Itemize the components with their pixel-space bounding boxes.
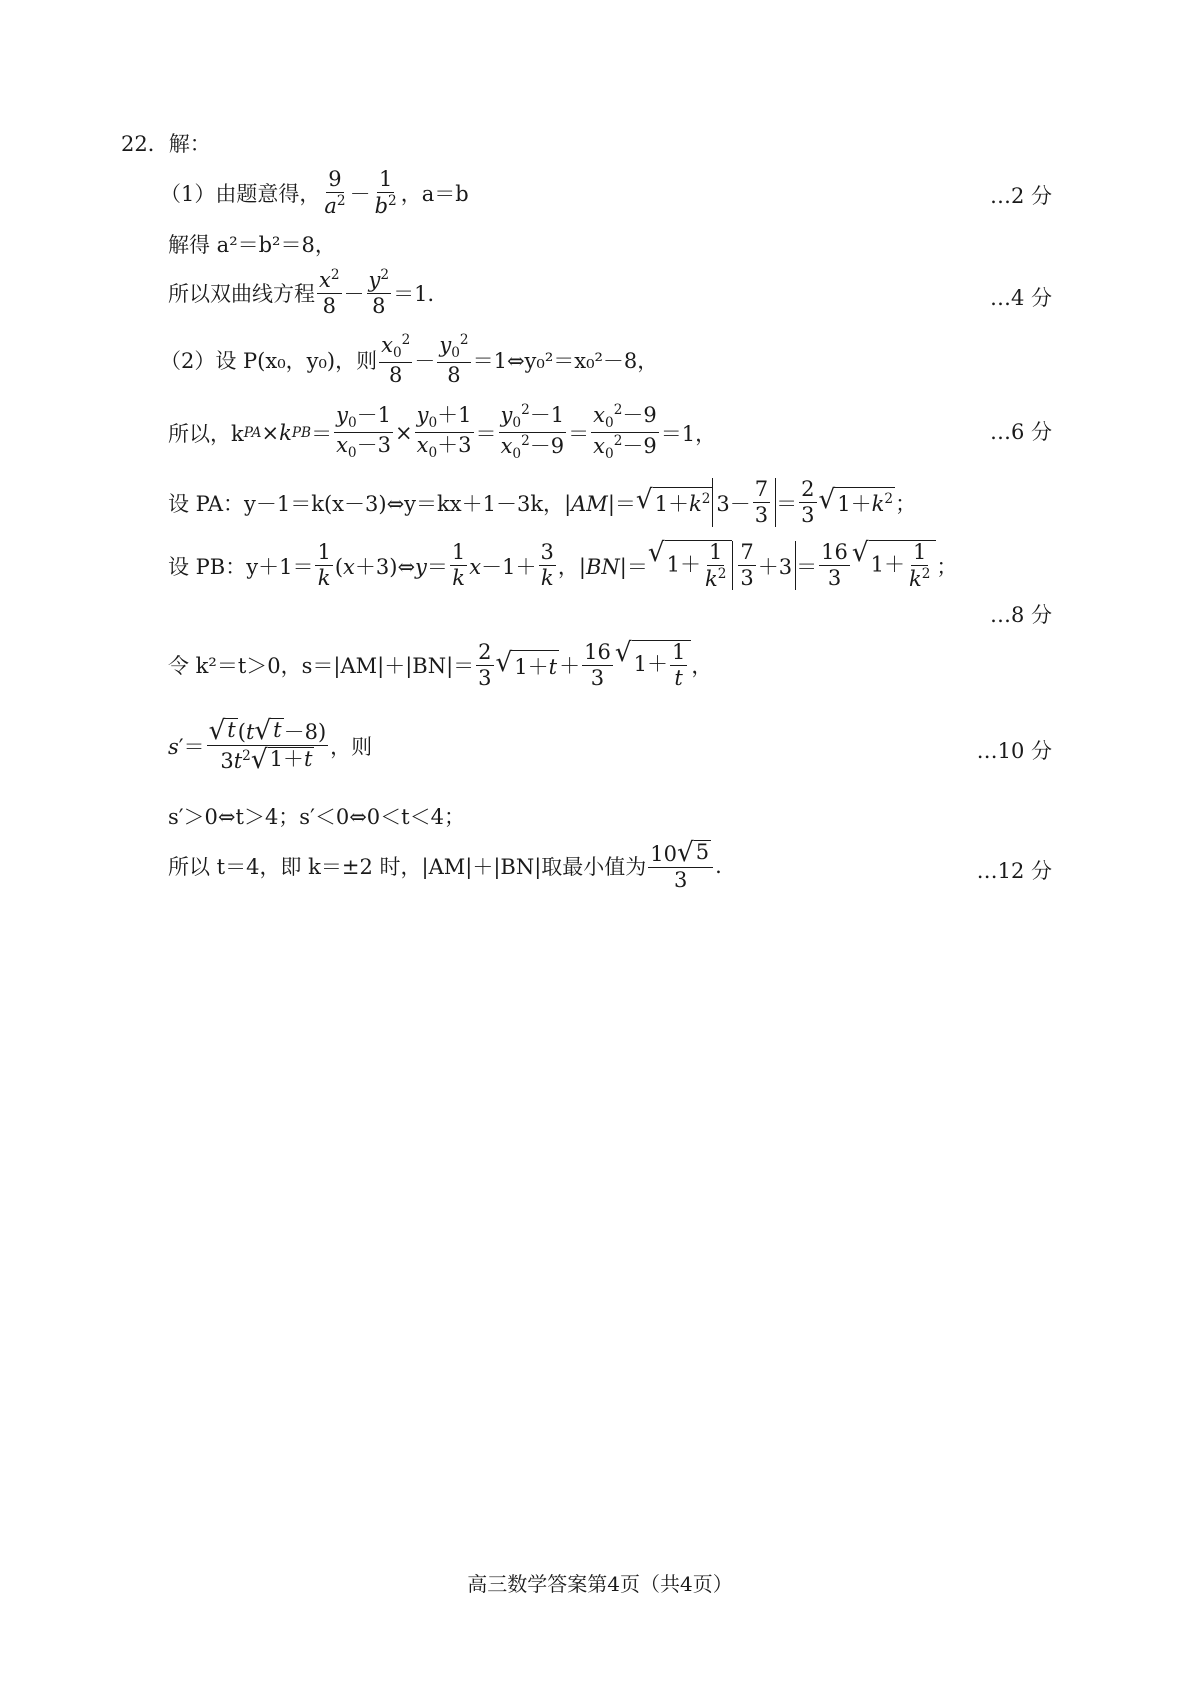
fraction: $\frac{x^2}{8}$ xyxy=(319,267,340,319)
fraction: $\frac{y_0^2-1}{x_0^2-9}$ xyxy=(500,402,565,463)
fraction: $\frac{1}{k}$ xyxy=(317,540,331,591)
fraction: $\frac{9}{a^2}$ xyxy=(324,167,346,219)
score-mark: …4 分 xyxy=(989,286,1052,310)
part2-line3: 设 PA：y－1＝k(x－3)⇔y＝kx＋1－3k， |AM|＝ √ $1+k^2$ 3－ $\frac{7}{3}$ ＝ $\frac{2}{3}$ √ $1+k^2$ ； xyxy=(168,477,917,528)
square-root: √ 1＋ $\frac{1}{t}$ xyxy=(615,640,691,690)
fraction: $\frac{16}{3}$ xyxy=(584,639,611,690)
fraction: 10 √ 5 3 xyxy=(648,840,713,892)
part1-line2: 解得 a²＝b²＝8， xyxy=(168,233,336,257)
score-mark: …12 分 xyxy=(976,859,1052,883)
score-mark: …2 分 xyxy=(989,184,1052,208)
score-mark: …10 分 xyxy=(976,739,1052,763)
fraction: $\frac{y_0-1}{x_0-3}$ xyxy=(336,403,391,462)
fraction: √ t (t √ t －8) $3t^2$ √ 1＋t xyxy=(208,716,327,776)
score-mark: …6 分 xyxy=(989,420,1052,444)
square-root: √ $1+k^2$ xyxy=(818,485,894,517)
fraction: $\frac{2}{3}$ xyxy=(478,639,492,690)
part2-line2: 所以，k PA × k PB ＝ $\frac{y_0-1}{x_0-3}$ × $\frac{y_0+1}{x_0+3}$ ＝ $\frac{y_0^2-1}{x_0^2-9}$ ＝ $\frac{x_0^2-9}{x_0^2-9}$ ＝1， xyxy=(168,402,717,463)
part1-line3: 所以双曲线方程 $\frac{x^2}{8}$ － $\frac{y^2}{8}$ ＝1． xyxy=(168,267,449,319)
problem-heading: 22．解： xyxy=(121,132,211,156)
score-mark: …8 分 xyxy=(989,603,1052,627)
fraction: $\frac{16}{3}$ xyxy=(821,540,848,591)
part2-line8: 所以 t＝4，即 k＝±2 时，|AM|＋|BN|取最小值为 10 √ 5 3 . xyxy=(168,838,722,893)
fraction: $\frac{y_0^2}{8}$ xyxy=(439,332,469,388)
square-root: √ $1+k^2$ xyxy=(635,485,711,517)
fraction: $\frac{x_0^2}{8}$ xyxy=(381,332,411,388)
fraction: $\frac{3}{k}$ xyxy=(540,540,554,591)
fraction: $\frac{1}{b^2}$ xyxy=(374,167,397,219)
absolute-value: $\frac{7}{3}$ ＋3 xyxy=(732,541,796,590)
absolute-value: 3－ $\frac{7}{3}$ xyxy=(712,478,776,527)
part2-line6: s′＝ √ t (t √ t －8) $3t^2$ √ 1＋t ，则 xyxy=(168,716,373,776)
part2-line7: s′＞0⇔t＞4；s′＜0⇔0＜t＜4； xyxy=(168,805,465,829)
page-footer: 高三数学答案第4页（共4页） xyxy=(467,1572,733,1596)
fraction: $\frac{y_0+1}{x_0+3}$ xyxy=(416,403,472,462)
fraction: $\frac{1}{k}$ xyxy=(451,540,466,591)
part2-line1: （2）设 P(x₀，y₀)，则 $\frac{x_0^2}{8}$ － $\frac{y_0^2}{8}$ ＝1⇔y₀²＝x₀²－8， xyxy=(160,332,659,388)
fraction: $\frac{2}{3}$ xyxy=(801,477,815,528)
fraction: $\frac{y^2}{8}$ xyxy=(368,267,390,319)
square-root: √ 1＋ $\frac{1}{k^2}$ xyxy=(648,540,733,591)
fraction: $\frac{x_0^2-9}{x_0^2-9}$ xyxy=(593,402,657,463)
square-root: √ 1＋ $\frac{1}{k^2}$ xyxy=(852,540,937,591)
part2-line5: 令 k²＝t＞0，s＝|AM|＋|BN|＝ $\frac{2}{3}$ √ 1＋t ＋ $\frac{16}{3}$ √ 1＋ $\frac{1}{t}$ ， xyxy=(168,638,713,691)
part2-line4: 设 PB：y＋1＝ $\frac{1}{k}$ (x＋3)⇔y＝ $\frac{1}{k}$ x－1＋ $\frac{3}{k}$ ，|BN|＝ √ 1＋ $\frac{1}{k^2}$ $\frac{7}{3}$ ＋3 ＝ $\frac{16}{3}$ √ 1＋ $\frac{1}{k^2}$ ； xyxy=(168,538,958,592)
part1-line1: （1）由题意得， $\frac{9}{a^2}$ － $\frac{1}{b^2}$ ，a＝b xyxy=(160,167,469,219)
square-root: √ 1＋t xyxy=(495,647,558,679)
